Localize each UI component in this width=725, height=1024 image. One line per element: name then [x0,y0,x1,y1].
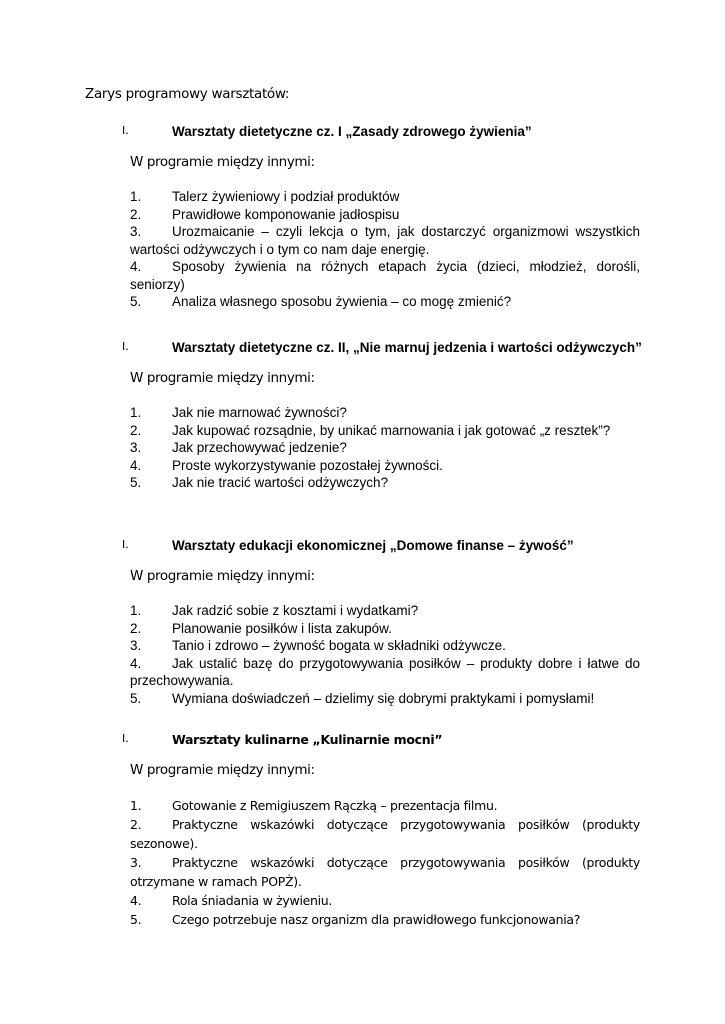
list-item: 3. Urozmaicanie – czyli lekcja o tym, jak dostarczyć organizmowi wszystkich wartości odżywczych i o tym co nam daje energię. [130,224,640,257]
list-item: 3. Jak przechowywać jedzenie? [130,440,347,455]
section-heading [122,732,642,752]
document-intro: Zarys programowy warsztatów: [85,86,290,102]
list-item: 3. Praktyczne wskazówki dotyczące przygotowywania posiłków (produkty otrzymane w ramach POPŻ). [130,855,640,889]
list-item: 5. Wymiana doświadczeń – dzielimy się dobrymi praktykami i pomysłami! [130,690,595,706]
list-item: 5. Czego potrzebuje nasz organizm dla prawidłowego funkcjonowania? [130,912,581,927]
list-item: 3. Tanio i zdrowo – żywność bogata w składniki odżywcze. [130,638,506,653]
section-subtitle: W programie między innymi: [130,568,315,584]
section-items [130,188,640,311]
section-title: Warsztaty dietetyczne cz. I „Zasady zdrowego żywienia” [172,124,532,139]
list-item: 1. Jak nie marnować żywności? [130,405,347,420]
list-item: 1. Talerz żywieniowy i podział produktów [130,189,400,204]
section-3 [122,538,642,707]
section-4 [122,732,642,929]
section-number: I. [122,538,129,551]
list-item: 1. Jak radzić sobie z kosztami i wydatkami? [130,603,419,618]
list-item: 2. Prawidłowe komponowanie jadłospisu [130,206,400,222]
section-items [130,404,640,492]
section-number: I. [122,124,129,137]
section-subtitle: W programie między innymi: [130,762,315,778]
section-2 [122,340,642,492]
section-number: I. [122,340,129,353]
list-item: 5. Analiza własnego sposobu żywienia – co mogę zmienić? [130,294,512,309]
section-number: I. [122,732,129,745]
section-title: Warsztaty dietetyczne cz. II, „Nie marnuj jedzenia i wartości odżywczych” [172,340,642,355]
list-item: 2. Planowanie posiłków i lista zakupów. [130,620,392,636]
section-subtitle: W programie między innymi: [130,370,315,386]
list-item: 2. Jak kupować rozsądnie, by unikać marnowania i jak gotować „z resztek”? [130,422,611,438]
section-heading [122,340,642,360]
section-1 [122,124,642,311]
list-item: 4. Jak ustalić bazę do przygotowywania posiłków – produkty dobre i łatwe do przechowywania. [130,655,640,688]
list-item: 4. Proste wykorzystywanie pozostałej żywności. [130,457,443,473]
section-heading [122,538,642,558]
section-items [130,602,640,707]
list-item: 4. Rola śniadania w żywieniu. [130,893,333,908]
list-item: 5. Jak nie tracić wartości odżywczych? [130,475,389,490]
section-items [130,796,640,929]
list-item: 4. Sposoby żywienia na różnych etapach życia (dzieci, młodzież, dorośli, seniorzy) [130,259,640,292]
section-subtitle: W programie między innymi: [130,154,315,170]
section-title: Warsztaty kulinarne „Kulinarnie mocni” [172,732,443,747]
section-heading [122,124,642,144]
list-item: 2. Praktyczne wskazówki dotyczące przygotowywania posiłków (produkty sezonowe). [130,817,640,851]
section-title: Warsztaty edukacji ekonomicznej „Domowe finanse – żywość” [172,538,574,553]
list-item: 1. Gotowanie z Remigiuszem Rączką – prezentacja filmu. [130,798,498,813]
